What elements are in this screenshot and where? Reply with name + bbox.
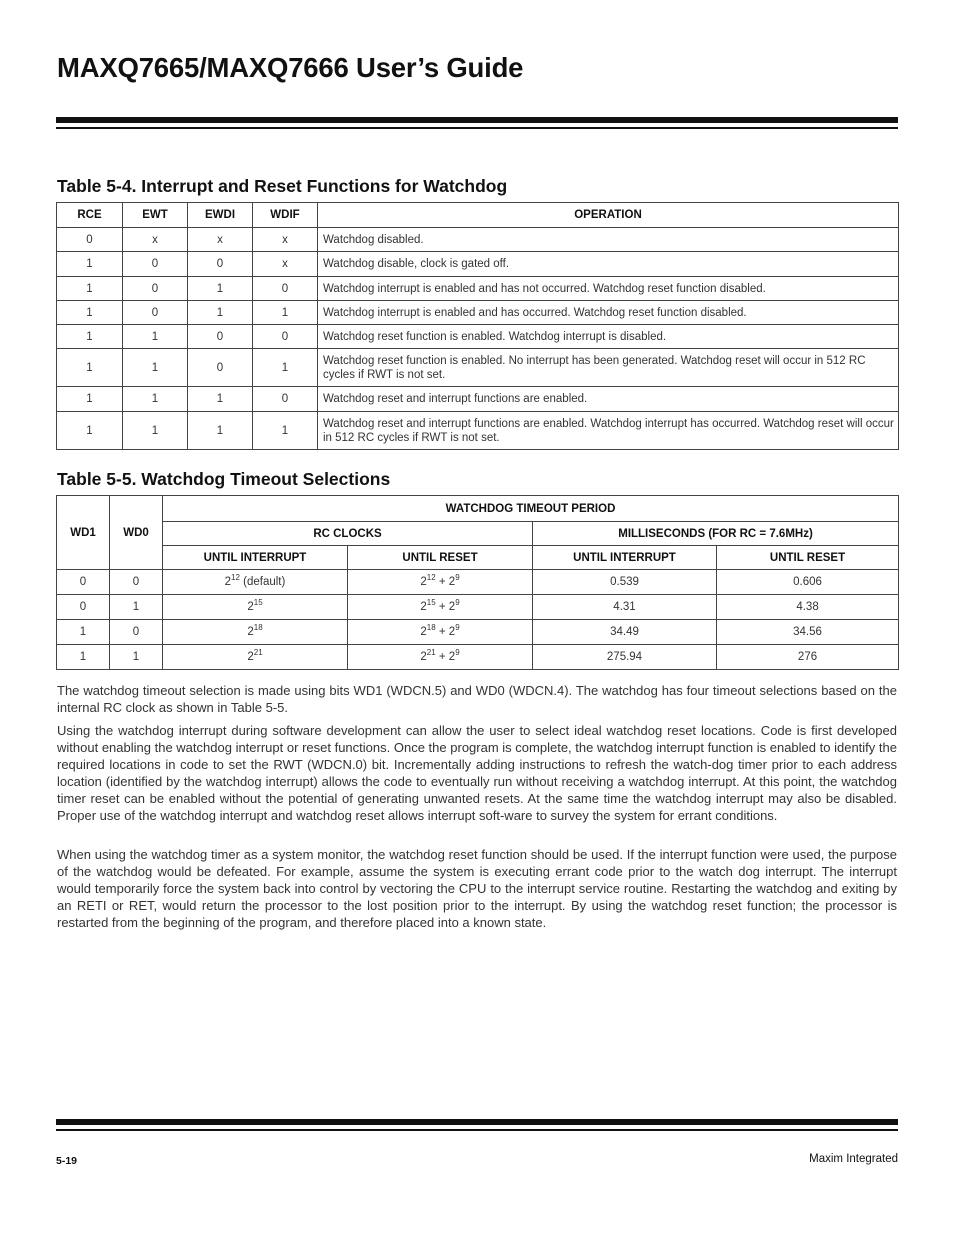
paragraph-system-monitor: When using the watchdog timer as a system monitor, the watchdog reset function should be used. If the interrupt function were used, the purpose of the watchdog would be defeated. For example, assume the system is executing errant code prior to the watch dog interrupt. The interrupt would temporarily force the system back into control by vectoring the CPU to the interrupt service routine. Restarting the watchdog and exiting by an RETI or RET, would return the processor to the lost position prior to the interrupt. By using the watchdog reset function; the processor is restarted from the beginning of the program, and therefore placed into a known state. xyxy=(57,847,897,930)
table-row xyxy=(57,595,899,620)
cell-ewt: 0 xyxy=(123,277,188,301)
cell-ms-until-interrupt: 275.94 xyxy=(533,645,717,670)
cell-ewdi: 1 xyxy=(188,412,253,450)
table-row xyxy=(57,412,899,450)
table-row xyxy=(57,252,899,277)
header-rule-thin xyxy=(56,127,898,129)
cell-operation: Watchdog interrupt is enabled and has occurred. Watchdog reset function disabled. xyxy=(318,301,899,325)
cell-operation: Watchdog reset and interrupt functions are enabled. Watchdog interrupt has occurred. Watchdog reset will occur in 512 RC cycles if RWT is not set. xyxy=(318,412,899,450)
table-row xyxy=(57,645,899,670)
cell-ms-until-reset: 0.606 xyxy=(717,570,899,595)
cell-operation: Watchdog disable, clock is gated off. xyxy=(318,252,899,277)
table-5-5-header-row-2 xyxy=(57,522,899,546)
header-rule-thick xyxy=(56,117,898,123)
col-header-ms-until-interrupt: UNTIL INTERRUPT xyxy=(533,546,717,570)
cell-ms-until-interrupt: 34.49 xyxy=(533,620,717,645)
cell-rce: 1 xyxy=(57,412,123,450)
cell-ewdi: x xyxy=(188,228,253,252)
col-header-ewt: EWT xyxy=(123,203,188,228)
col-header-wd0: WD0 xyxy=(110,496,163,570)
footer-brand: Maxim Integrated xyxy=(809,1153,898,1165)
cell-rce: 1 xyxy=(57,252,123,277)
col-header-ewdi: EWDI xyxy=(188,203,253,228)
cell-ewt: 0 xyxy=(123,252,188,277)
cell-rce: 0 xyxy=(57,228,123,252)
paragraph-timeout-selection: The watchdog timeout selection is made using bits WD1 (WDCN.5) and WD0 (WDCN.4). The watchdog has four timeout selections based on the internal RC clock as shown in Table 5-5. xyxy=(57,683,897,715)
table-row xyxy=(57,620,899,645)
table-row xyxy=(57,228,899,252)
col-header-ms-until-reset: UNTIL RESET xyxy=(717,546,899,570)
cell-wd0: 0 xyxy=(110,570,163,595)
cell-rc-until-interrupt: $2^{12}$ (default) xyxy=(163,570,348,595)
table-5-5-header-row-1 xyxy=(57,496,899,522)
table-5-4-caption: Table 5-4. Interrupt and Reset Functions for Watchdog xyxy=(57,176,508,196)
cell-operation: Watchdog reset function is enabled. No interrupt has been generated. Watchdog reset will occur in 512 RC cycles if RWT is not set. xyxy=(318,349,899,387)
cell-wdif: 0 xyxy=(253,387,318,412)
cell-wd0: 1 xyxy=(110,645,163,670)
cell-wd1: 0 xyxy=(57,570,110,595)
cell-ewt: x xyxy=(123,228,188,252)
table-5-4 xyxy=(56,202,899,450)
cell-ewt: 1 xyxy=(123,325,188,349)
table-row xyxy=(57,387,899,412)
cell-wd0: 1 xyxy=(110,595,163,620)
cell-operation: Watchdog interrupt is enabled and has not occurred. Watchdog reset function disabled. xyxy=(318,277,899,301)
col-header-wdif: WDIF xyxy=(253,203,318,228)
cell-wdif: 1 xyxy=(253,301,318,325)
cell-operation: Watchdog reset and interrupt functions are enabled. xyxy=(318,387,899,412)
cell-ewt: 0 xyxy=(123,301,188,325)
cell-wdif: x xyxy=(253,228,318,252)
cell-ms-until-reset: 4.38 xyxy=(717,595,899,620)
table-5-4-header-row xyxy=(57,203,899,228)
cell-rc-until-interrupt: $2^{21}$ xyxy=(163,645,348,670)
cell-rc-until-interrupt: $2^{18}$ xyxy=(163,620,348,645)
cell-ms-until-reset: 276 xyxy=(717,645,899,670)
cell-rc-until-reset: $2^{15} + 2^9$ xyxy=(348,595,533,620)
cell-rce: 1 xyxy=(57,387,123,412)
cell-rc-until-reset: $2^{21} + 2^9$ xyxy=(348,645,533,670)
cell-ewdi: 0 xyxy=(188,252,253,277)
cell-ewt: 1 xyxy=(123,387,188,412)
cell-wdif: 1 xyxy=(253,349,318,387)
cell-ms-until-interrupt: 0.539 xyxy=(533,570,717,595)
table-5-5-caption: Table 5-5. Watchdog Timeout Selections xyxy=(57,469,391,489)
table-row xyxy=(57,301,899,325)
cell-rce: 1 xyxy=(57,301,123,325)
cell-wd1: 1 xyxy=(57,645,110,670)
page-number: 5-19 xyxy=(56,1155,78,1167)
cell-ewdi: 0 xyxy=(188,325,253,349)
cell-rce: 1 xyxy=(57,325,123,349)
cell-ewdi: 0 xyxy=(188,349,253,387)
cell-wd1: 0 xyxy=(57,595,110,620)
col-header-timeout-period: WATCHDOG TIMEOUT PERIOD xyxy=(163,496,899,522)
footer-rule-thick xyxy=(56,1119,898,1125)
cell-rce: 1 xyxy=(57,349,123,387)
col-header-rc-until-reset: UNTIL RESET xyxy=(348,546,533,570)
cell-rc-until-interrupt: $2^{15}$ xyxy=(163,595,348,620)
table-row xyxy=(57,570,899,595)
cell-rc-until-reset: $2^{18} + 2^9$ xyxy=(348,620,533,645)
cell-operation: Watchdog disabled. xyxy=(318,228,899,252)
cell-ms-until-reset: 34.56 xyxy=(717,620,899,645)
cell-operation: Watchdog reset function is enabled. Watchdog interrupt is disabled. xyxy=(318,325,899,349)
cell-wdif: 0 xyxy=(253,325,318,349)
cell-wdif: 0 xyxy=(253,277,318,301)
cell-wdif: x xyxy=(253,252,318,277)
table-5-5-header-row-3 xyxy=(57,546,899,570)
col-header-operation: OPERATION xyxy=(318,203,899,228)
cell-ms-until-interrupt: 4.31 xyxy=(533,595,717,620)
paragraph-software-development: Using the watchdog interrupt during software development can allow the user to select ideal watchdog reset locations. Code is first developed without enabling the watchdog interrupt or reset functions. Once the program is complete, the watchdog interrupt function is enabled to identify the required locations in code to set the RWT (WDCN.0) bit. Incrementally adding instructions to refresh the watch-dog timer prior to each address location (identified by the watchdog interrupt) allows the code to eventually run without receiving a watchdog interrupt. At this point, the watchdog timer reset can be enabled without the potential of generating unwanted resets. At the same time the watchdog interrupt may also be disabled. Proper use of the watchdog interrupt and watchdog reset allows interrupt soft-ware to survey the system for errant conditions. xyxy=(57,723,897,823)
cell-wd1: 1 xyxy=(57,620,110,645)
table-row xyxy=(57,349,899,387)
col-header-rc-clocks: RC CLOCKS xyxy=(163,522,533,546)
col-header-wd1: WD1 xyxy=(57,496,110,570)
table-row xyxy=(57,325,899,349)
cell-ewdi: 1 xyxy=(188,387,253,412)
cell-wdif: 1 xyxy=(253,412,318,450)
cell-ewdi: 1 xyxy=(188,277,253,301)
footer-rule-thin xyxy=(56,1129,898,1131)
col-header-rce: RCE xyxy=(57,203,123,228)
col-header-rc-until-interrupt: UNTIL INTERRUPT xyxy=(163,546,348,570)
table-5-5 xyxy=(56,495,899,670)
cell-rce: 1 xyxy=(57,277,123,301)
document-title: MAXQ7665/MAXQ7666 User’s Guide xyxy=(57,52,524,83)
table-row xyxy=(57,277,899,301)
cell-rc-until-reset: $2^{12} + 2^9$ xyxy=(348,570,533,595)
cell-ewdi: 1 xyxy=(188,301,253,325)
cell-ewt: 1 xyxy=(123,349,188,387)
cell-wd0: 0 xyxy=(110,620,163,645)
cell-ewt: 1 xyxy=(123,412,188,450)
col-header-milliseconds: MILLISECONDS (FOR RC = 7.6MHz) xyxy=(533,522,899,546)
